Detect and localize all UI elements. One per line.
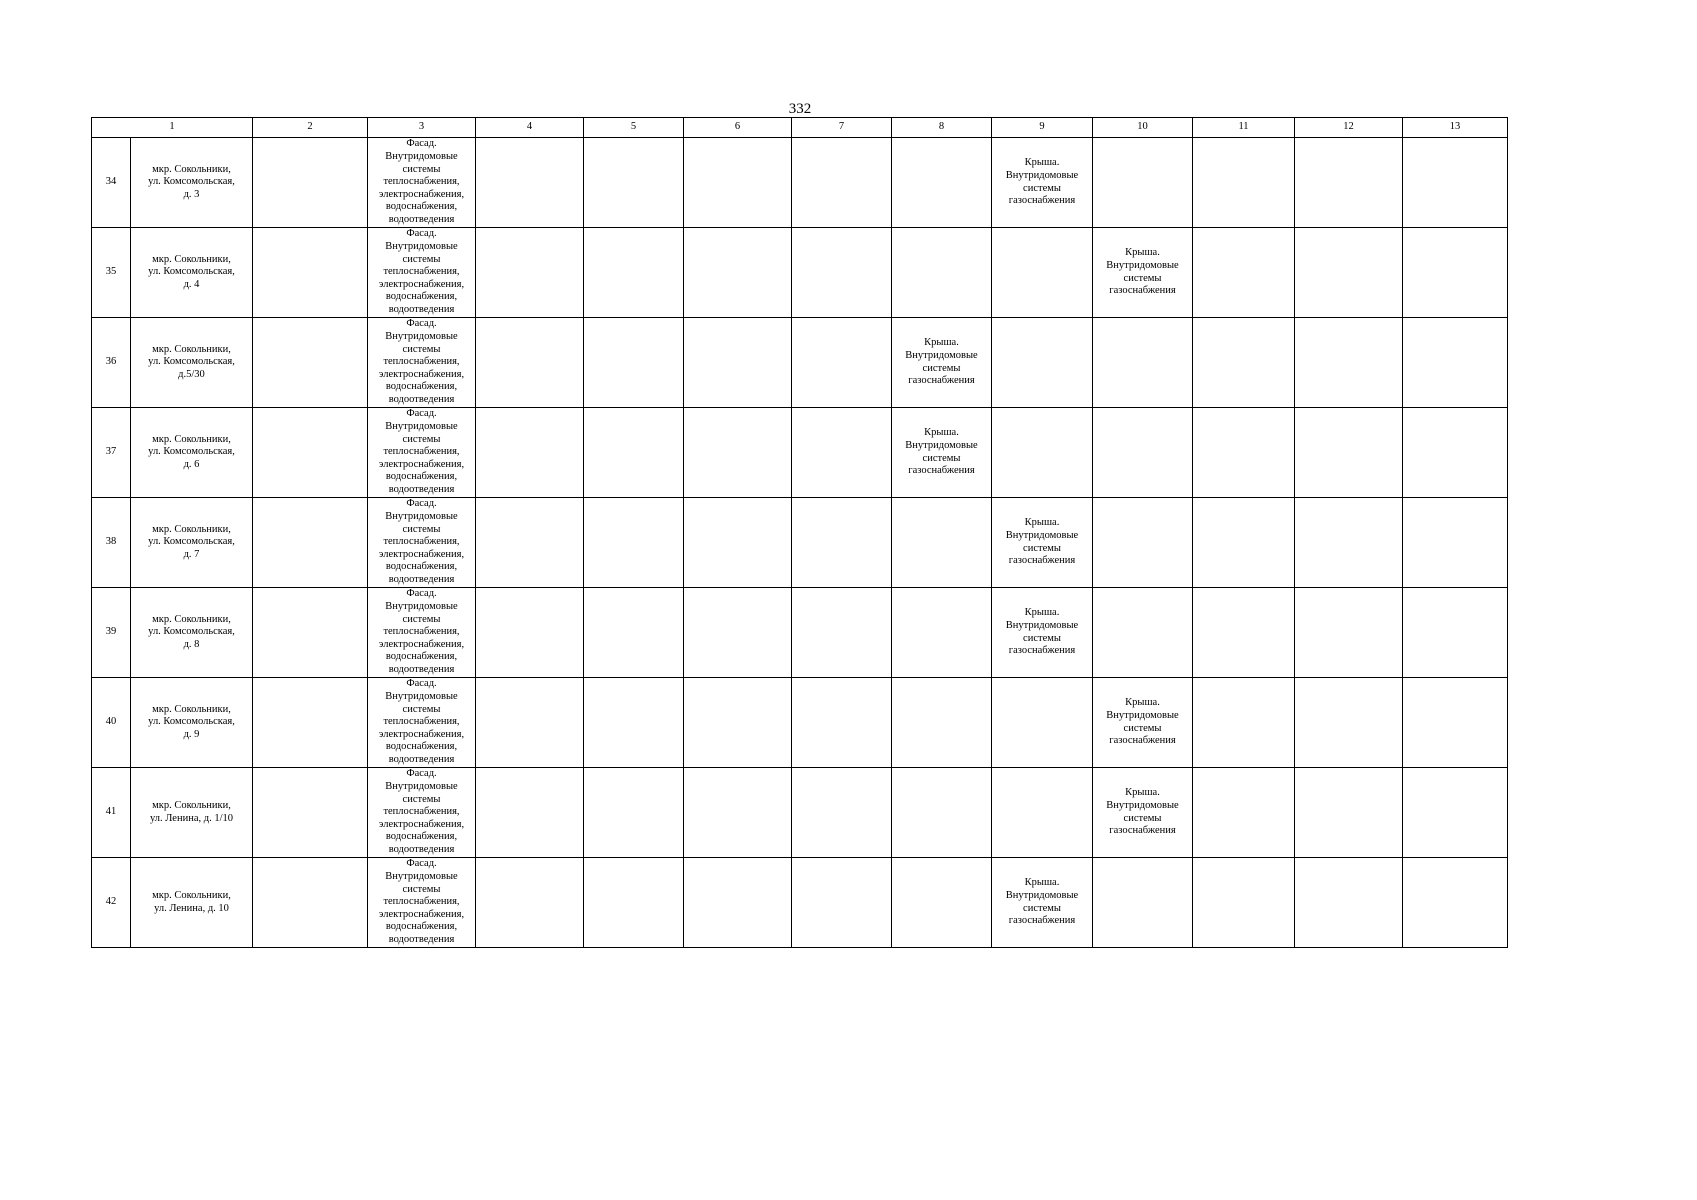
table-cell bbox=[684, 318, 792, 408]
address-cell: мкр. Сокольники, ул. Комсомольская, д. 8 bbox=[131, 588, 253, 678]
column-header: 6 bbox=[684, 118, 792, 138]
table-cell bbox=[892, 588, 992, 678]
table-cell bbox=[1403, 588, 1508, 678]
table-cell bbox=[584, 138, 684, 228]
table-cell bbox=[1403, 678, 1508, 768]
table-cell bbox=[476, 408, 584, 498]
address-cell: мкр. Сокольники, ул. Комсомольская, д. 6 bbox=[131, 408, 253, 498]
table-cell: Крыша. Внутридомовые системы газоснабжения bbox=[992, 138, 1093, 228]
address-cell: мкр. Сокольники, ул. Комсомольская, д.5/30 bbox=[131, 318, 253, 408]
table-cell: Фасад. Внутридомовые системы теплоснабжения, электроснабжения, водоснабжения, водоотведения bbox=[368, 408, 476, 498]
table-cell bbox=[253, 498, 368, 588]
column-header: 1 bbox=[92, 118, 253, 138]
column-header: 8 bbox=[892, 118, 992, 138]
table-cell: Фасад. Внутридомовые системы теплоснабжения, электроснабжения, водоснабжения, водоотведения bbox=[368, 498, 476, 588]
table-row bbox=[92, 498, 1508, 588]
table-row bbox=[92, 408, 1508, 498]
table-cell bbox=[584, 678, 684, 768]
table-cell bbox=[1295, 408, 1403, 498]
column-header: 12 bbox=[1295, 118, 1403, 138]
column-header: 13 bbox=[1403, 118, 1508, 138]
row-number: 37 bbox=[92, 408, 131, 498]
table-cell bbox=[1093, 138, 1193, 228]
row-number: 38 bbox=[92, 498, 131, 588]
table-cell bbox=[1093, 408, 1193, 498]
table-cell bbox=[992, 678, 1093, 768]
address-cell: мкр. Сокольники, ул. Комсомольская, д. 4 bbox=[131, 228, 253, 318]
table-cell bbox=[584, 228, 684, 318]
table-cell bbox=[1295, 138, 1403, 228]
table-cell: Фасад. Внутридомовые системы теплоснабжения, электроснабжения, водоснабжения, водоотведения bbox=[368, 318, 476, 408]
table-cell bbox=[1295, 498, 1403, 588]
row-number: 35 bbox=[92, 228, 131, 318]
table-cell bbox=[892, 678, 992, 768]
row-number: 34 bbox=[92, 138, 131, 228]
table-cell bbox=[1093, 318, 1193, 408]
column-header: 7 bbox=[792, 118, 892, 138]
table-cell: Крыша. Внутридомовые системы газоснабжения bbox=[992, 858, 1093, 948]
table-cell bbox=[1193, 498, 1295, 588]
table-cell bbox=[992, 318, 1093, 408]
table-cell bbox=[1093, 858, 1193, 948]
row-number: 39 bbox=[92, 588, 131, 678]
table-cell: Крыша. Внутридомовые системы газоснабжения bbox=[892, 408, 992, 498]
table-cell bbox=[1403, 498, 1508, 588]
table-cell bbox=[476, 588, 584, 678]
column-header: 2 bbox=[253, 118, 368, 138]
table-cell bbox=[992, 228, 1093, 318]
table-cell bbox=[1403, 408, 1508, 498]
table-cell bbox=[892, 138, 992, 228]
table-cell: Крыша. Внутридомовые системы газоснабжения bbox=[1093, 768, 1193, 858]
table-cell bbox=[792, 678, 892, 768]
table-cell bbox=[1193, 138, 1295, 228]
page-number: 332 bbox=[788, 101, 812, 117]
table-cell bbox=[1295, 588, 1403, 678]
table-cell bbox=[253, 678, 368, 768]
table-cell bbox=[253, 228, 368, 318]
table-cell: Крыша. Внутридомовые системы газоснабжения bbox=[1093, 228, 1193, 318]
table-row bbox=[92, 858, 1508, 948]
row-number: 42 bbox=[92, 858, 131, 948]
table-cell bbox=[1403, 138, 1508, 228]
table-cell: Крыша. Внутридомовые системы газоснабжения bbox=[992, 588, 1093, 678]
row-number: 41 bbox=[92, 768, 131, 858]
table-cell bbox=[476, 858, 584, 948]
table-cell bbox=[584, 588, 684, 678]
table-cell bbox=[1193, 858, 1295, 948]
table-cell bbox=[792, 498, 892, 588]
table-cell bbox=[684, 408, 792, 498]
address-cell: мкр. Сокольники, ул. Комсомольская, д. 7 bbox=[131, 498, 253, 588]
table-cell bbox=[476, 318, 584, 408]
table-cell bbox=[1093, 588, 1193, 678]
address-cell: мкр. Сокольники, ул. Ленина, д. 1/10 bbox=[131, 768, 253, 858]
table-cell bbox=[892, 228, 992, 318]
table-cell: Фасад. Внутридомовые системы теплоснабжения, электроснабжения, водоснабжения, водоотведения bbox=[368, 768, 476, 858]
table-cell bbox=[792, 588, 892, 678]
column-number-row bbox=[92, 118, 1508, 138]
column-header: 9 bbox=[992, 118, 1093, 138]
table-row bbox=[92, 768, 1508, 858]
table-row bbox=[92, 318, 1508, 408]
table-cell: Фасад. Внутридомовые системы теплоснабжения, электроснабжения, водоснабжения, водоотведения bbox=[368, 588, 476, 678]
address-cell: мкр. Сокольники, ул. Комсомольская, д. 9 bbox=[131, 678, 253, 768]
table-cell bbox=[476, 678, 584, 768]
table-cell bbox=[992, 408, 1093, 498]
table-cell: Фасад. Внутридомовые системы теплоснабжения, электроснабжения, водоснабжения, водоотведения bbox=[368, 138, 476, 228]
table-cell bbox=[684, 678, 792, 768]
row-number: 40 bbox=[92, 678, 131, 768]
table-row bbox=[92, 588, 1508, 678]
table-cell bbox=[1295, 228, 1403, 318]
table-cell bbox=[992, 768, 1093, 858]
table-cell bbox=[476, 138, 584, 228]
address-cell: мкр. Сокольники, ул. Комсомольская, д. 3 bbox=[131, 138, 253, 228]
table-cell bbox=[584, 768, 684, 858]
table-cell bbox=[684, 498, 792, 588]
table-cell bbox=[792, 228, 892, 318]
table-cell bbox=[253, 588, 368, 678]
table-cell bbox=[1193, 588, 1295, 678]
table-cell bbox=[1295, 768, 1403, 858]
table-body bbox=[92, 138, 1508, 948]
table-cell bbox=[684, 138, 792, 228]
table-cell bbox=[476, 498, 584, 588]
table-cell bbox=[1295, 678, 1403, 768]
table-cell bbox=[1403, 858, 1508, 948]
table-cell bbox=[584, 408, 684, 498]
repair-schedule-table bbox=[91, 117, 1508, 948]
table-cell bbox=[476, 228, 584, 318]
table-cell bbox=[584, 318, 684, 408]
table-cell bbox=[792, 318, 892, 408]
table-row bbox=[92, 678, 1508, 768]
table-cell bbox=[253, 408, 368, 498]
table-cell bbox=[684, 228, 792, 318]
table-cell bbox=[1403, 228, 1508, 318]
table-cell bbox=[684, 588, 792, 678]
table-cell bbox=[1193, 768, 1295, 858]
table-cell bbox=[892, 858, 992, 948]
table-cell: Крыша. Внутридомовые системы газоснабжения bbox=[992, 498, 1093, 588]
table-cell bbox=[1193, 408, 1295, 498]
table-cell bbox=[253, 138, 368, 228]
table-cell bbox=[1193, 228, 1295, 318]
table-cell bbox=[253, 768, 368, 858]
table-cell: Фасад. Внутридомовые системы теплоснабжения, электроснабжения, водоснабжения, водоотведения bbox=[368, 228, 476, 318]
column-header: 4 bbox=[476, 118, 584, 138]
table-cell bbox=[792, 408, 892, 498]
column-header: 10 bbox=[1093, 118, 1193, 138]
table-cell bbox=[684, 768, 792, 858]
table-cell bbox=[684, 858, 792, 948]
table-cell bbox=[1295, 318, 1403, 408]
table-cell bbox=[253, 858, 368, 948]
table-cell bbox=[892, 498, 992, 588]
table-cell bbox=[1295, 858, 1403, 948]
table-cell: Фасад. Внутридомовые системы теплоснабжения, электроснабжения, водоснабжения, водоотведения bbox=[368, 858, 476, 948]
table-cell bbox=[476, 768, 584, 858]
table-cell bbox=[1403, 768, 1508, 858]
table-cell: Крыша. Внутридомовые системы газоснабжения bbox=[892, 318, 992, 408]
table-cell bbox=[253, 318, 368, 408]
table-cell bbox=[792, 768, 892, 858]
table-row bbox=[92, 138, 1508, 228]
table-cell bbox=[792, 138, 892, 228]
table-cell bbox=[1193, 678, 1295, 768]
table-cell bbox=[1403, 318, 1508, 408]
column-header: 5 bbox=[584, 118, 684, 138]
column-header: 3 bbox=[368, 118, 476, 138]
table-cell: Фасад. Внутридомовые системы теплоснабжения, электроснабжения, водоснабжения, водоотведения bbox=[368, 678, 476, 768]
address-cell: мкр. Сокольники, ул. Ленина, д. 10 bbox=[131, 858, 253, 948]
table-cell: Крыша. Внутридомовые системы газоснабжения bbox=[1093, 678, 1193, 768]
table-cell bbox=[892, 768, 992, 858]
table-cell bbox=[584, 498, 684, 588]
table-cell bbox=[1093, 498, 1193, 588]
table-cell bbox=[792, 858, 892, 948]
row-number: 36 bbox=[92, 318, 131, 408]
table-row bbox=[92, 228, 1508, 318]
table-cell bbox=[584, 858, 684, 948]
column-header: 11 bbox=[1193, 118, 1295, 138]
table-cell bbox=[1193, 318, 1295, 408]
